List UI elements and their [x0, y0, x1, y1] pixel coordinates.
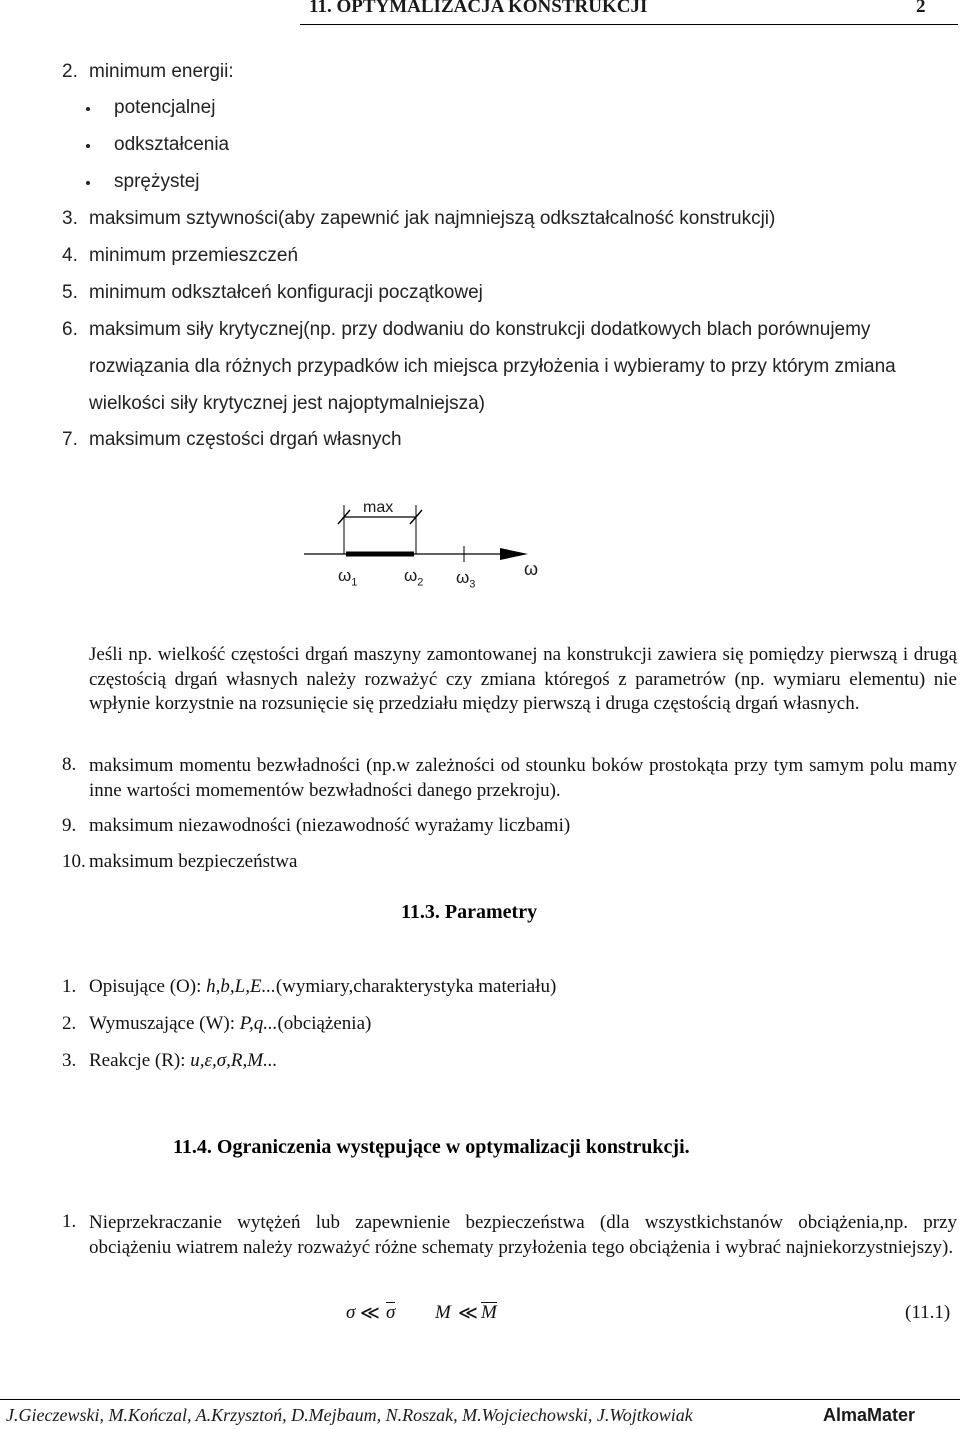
- list-item-number: 8.: [62, 754, 77, 775]
- omega2-symbol: ω: [404, 566, 418, 585]
- parameter-description: (wymiary,charakterystyka materiału): [275, 976, 557, 997]
- list-item-text: maksimum niezawodności (niezawodność wyrażamy liczbami): [89, 815, 571, 836]
- equation-sigma: σ: [346, 1302, 356, 1323]
- parameter-variables: P,q...: [239, 1013, 278, 1034]
- bullet-icon: [86, 144, 90, 148]
- list-item-text-continued: wielkości siły krytycznej jest najoptymalniejsza): [89, 393, 485, 414]
- bullet-item: odkształcenia: [114, 134, 230, 155]
- omega1-subscript: 1: [351, 576, 358, 589]
- omega-axis-label: ω: [524, 559, 539, 579]
- list-item-text: maksimum częstości drgań własnych: [89, 429, 402, 450]
- bullet-item: sprężystej: [114, 171, 200, 192]
- list-item-text: minimum odkształceń konfiguracji początkowej: [89, 282, 483, 303]
- running-header-title: 11. OPTYMALIZACJA KONSTRUKCJI: [309, 0, 648, 17]
- parameter-item: [89, 976, 556, 998]
- equation-M: M: [435, 1302, 451, 1323]
- section-heading: 11.4. Ograniczenia występujące w optymalizacji konstrukcji.: [173, 1136, 690, 1158]
- parameter-variables: h,b,L,E...: [206, 976, 276, 997]
- list-item-text: maksimum momentu bezwładności (np.w zależności od stounku boków prostokąta przy tym samym polu mamy inne wartości momementów bezwładności danego przekroju).: [89, 755, 957, 801]
- section-heading: 11.3. Parametry: [401, 901, 538, 923]
- list-item-number: 1.: [62, 1211, 77, 1232]
- list-item-number: 4.: [62, 245, 78, 266]
- parameter-item: [89, 1013, 371, 1035]
- parameter-label: Reakcje (R):: [89, 1050, 191, 1071]
- omega2-label: [404, 566, 423, 588]
- list-item-text: Nieprzekraczanie wytężeń lub zapewnienie bezpieczeństwa (dla wszystkichstanów obciążenia,np. przy obciążeniu wiatrem należy rozważyć różne schematy przyłożenia tego obciążenia i wybrać najniekorzystniejszy).: [89, 1212, 957, 1258]
- footer-authors: J.Gieczewski, M.Kończal, A.Krzysztoń, D.Mejbaum, N.Roszak, M.Wojciechowski, J.Wojtkowiak: [6, 1405, 693, 1425]
- omega1-symbol: ω: [338, 566, 352, 585]
- list-item-text: maksimum siły krytycznej(np. przy dodwaniu do konstrukcji dodatkowych blach porównujemy: [89, 319, 871, 340]
- equation-much-less-symbol: ≪: [360, 1303, 380, 1324]
- footer-brand: AlmaMater: [823, 1405, 916, 1425]
- omega3-symbol: ω: [456, 568, 470, 587]
- parameter-item: [89, 1050, 277, 1072]
- parameter-variables: u,ε,σ,R,M...: [190, 1050, 278, 1071]
- parameter-description: (obciążenia): [277, 1013, 372, 1034]
- list-item-number: 5.: [62, 282, 78, 303]
- omega2-subscript: 2: [417, 576, 424, 589]
- list-item-number: 7.: [62, 429, 78, 450]
- bullet-icon: [86, 181, 90, 185]
- list-item-text: maksimum bezpieczeństwa: [89, 851, 298, 872]
- footer-rule: [0, 1399, 960, 1400]
- equation-much-less-symbol: ≪: [458, 1303, 478, 1324]
- bullet-item: potencjalnej: [114, 97, 216, 118]
- page-number: 2: [916, 0, 926, 17]
- list-item-number: 3.: [62, 1050, 77, 1071]
- omega3-label: [456, 568, 475, 590]
- list-item-text: minimum energii:: [89, 61, 234, 82]
- paragraph-jesli: Jeśli np. wielkość częstości drgań maszyny zamontowanej na konstrukcji zawiera się pomiędzy pierwszą i drugą częstością drgań własnych należy rozważyć czy zmiana któregoś z parametrów (np. wymiaru elementu) nie wpłynie korzystnie na rozsunięcie się przedziału między pierwszą i druga częstością drgań własnych.: [89, 644, 957, 714]
- parameter-label: Opisujące (O):: [89, 976, 207, 997]
- bullet-icon: [86, 107, 90, 111]
- list-item-text: maksimum sztywności(aby zapewnić jak najmniejszą odkształcalność konstrukcji): [89, 208, 776, 229]
- omega3-subscript: 3: [469, 578, 476, 591]
- omega1-label: [338, 566, 357, 588]
- list-item-text-continued: rozwiązania dla różnych przypadków ich miejsca przyłożenia i wybieramy to przy którym zmiana: [89, 356, 896, 377]
- equation-M-bar: M: [481, 1302, 497, 1323]
- list-item-number: 10.: [62, 851, 86, 872]
- list-item-text: minimum przemieszczeń: [89, 245, 299, 266]
- equation-number: (11.1): [905, 1302, 951, 1323]
- header-rule: [300, 24, 958, 25]
- list-item-number: 9.: [62, 815, 77, 836]
- list-item-number: 6.: [62, 319, 78, 340]
- list-item-number: 2.: [62, 1013, 77, 1034]
- max-label: max: [363, 499, 394, 516]
- parameter-label: Wymuszające (W):: [89, 1013, 240, 1034]
- list-item-number: 3.: [62, 208, 78, 229]
- list-item-number: 1.: [62, 976, 77, 997]
- list-item-number: 2.: [62, 61, 78, 82]
- equation-sigma-bar: σ: [386, 1302, 396, 1323]
- frequency-diagram: [300, 490, 570, 600]
